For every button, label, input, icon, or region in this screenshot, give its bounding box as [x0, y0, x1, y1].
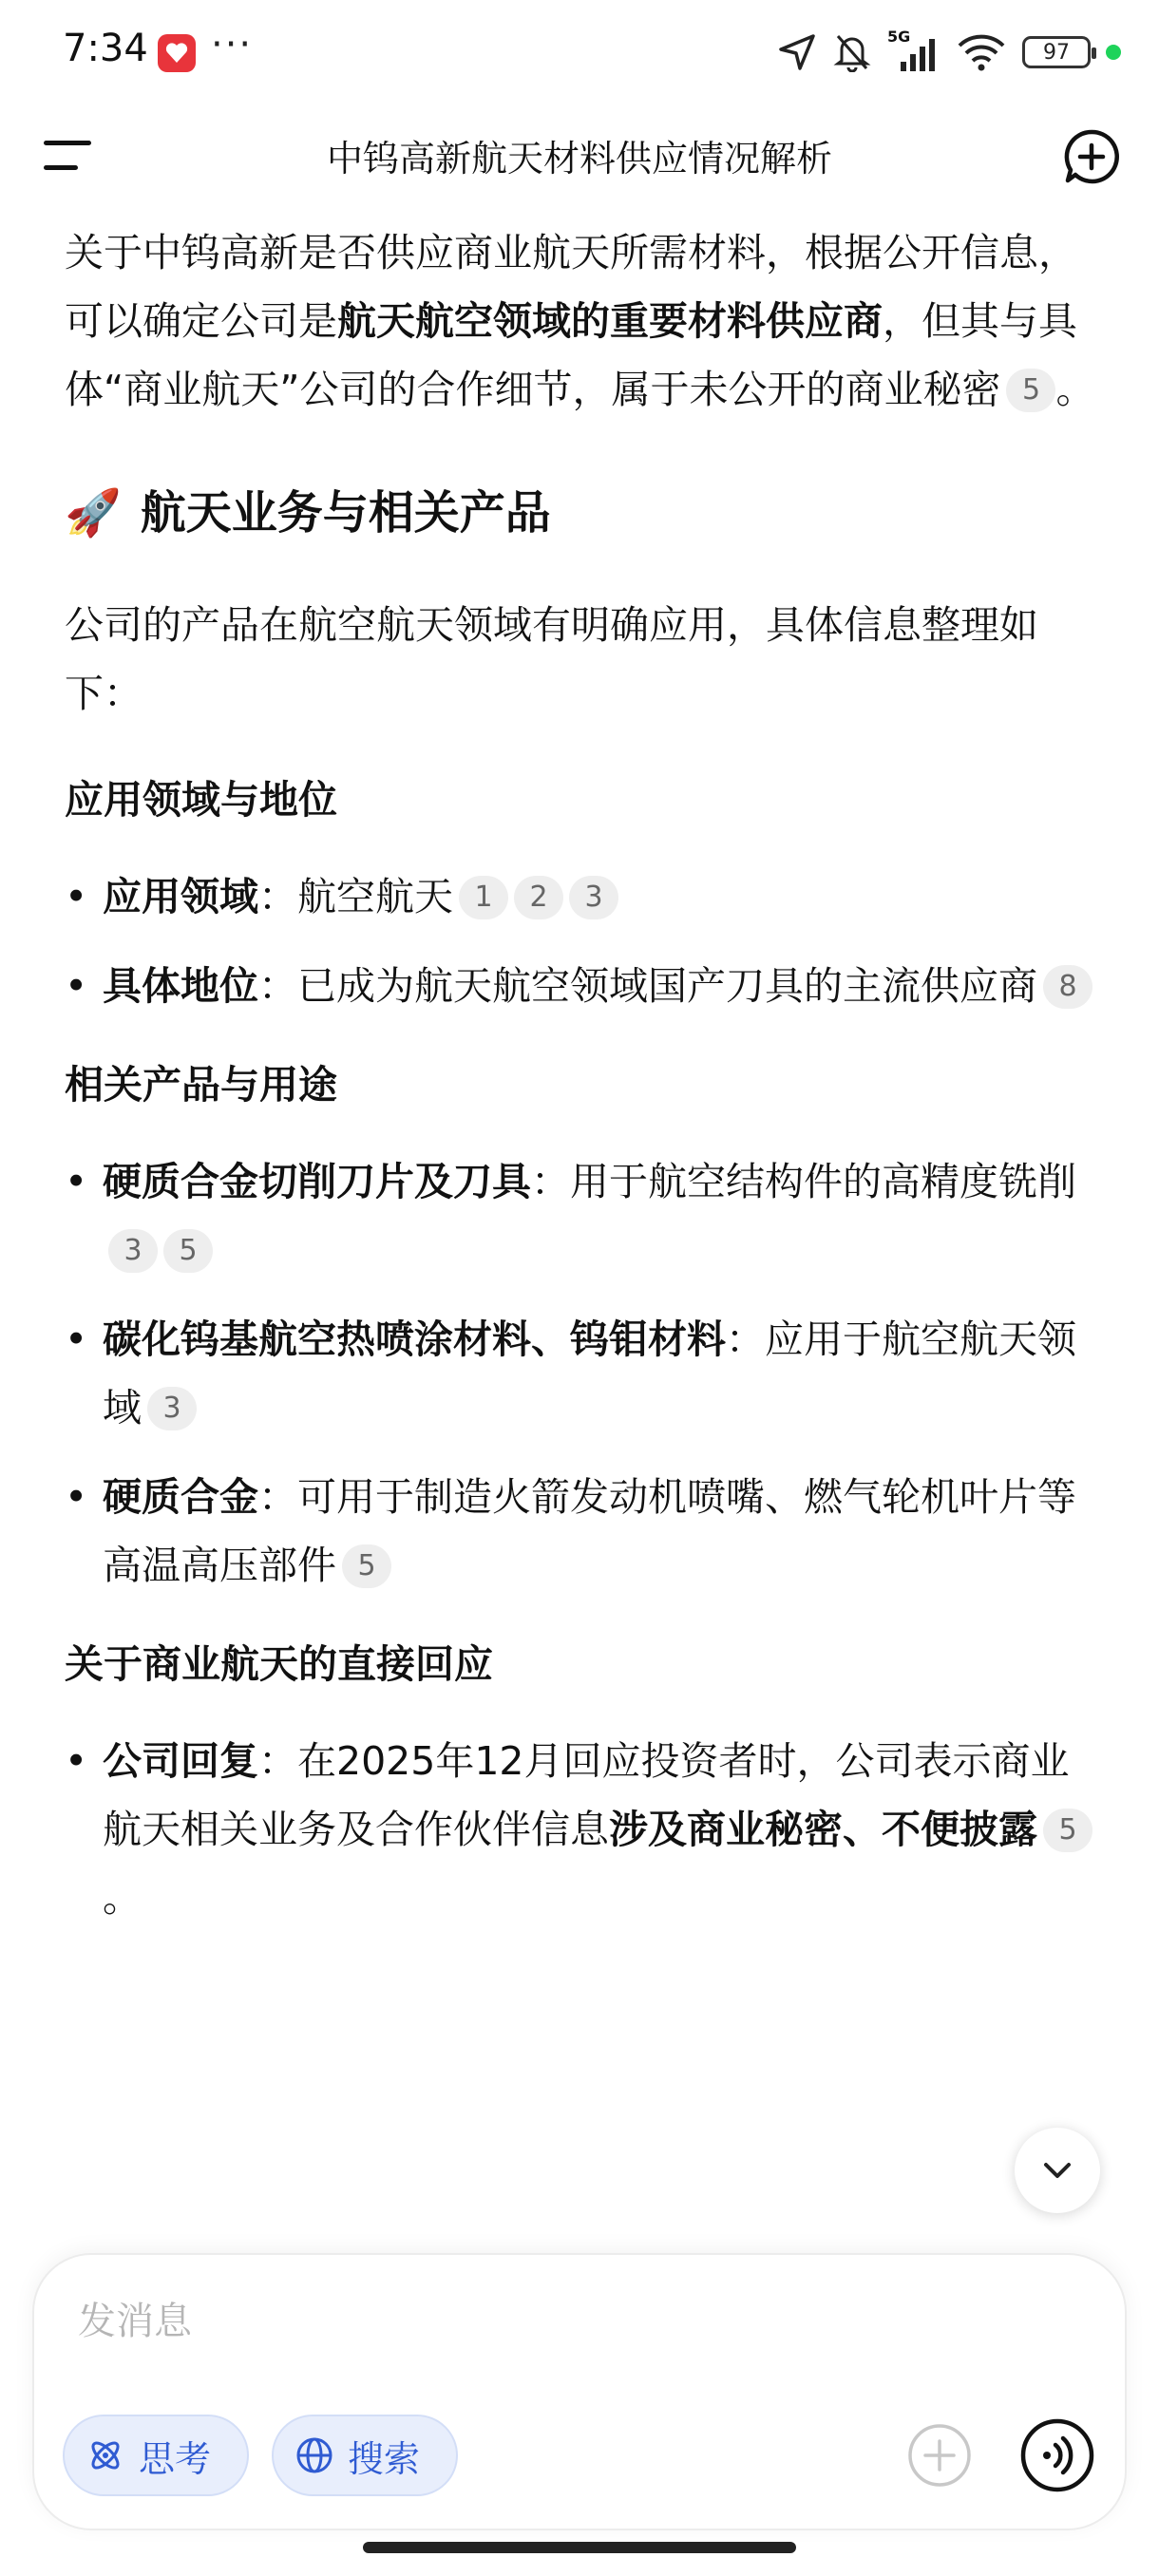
list-item: • 具体地位：已成为航天航空领域国产刀具的主流供应商 8 [65, 952, 1100, 1020]
message-content [65, 218, 1100, 1953]
chevron-down-icon [1038, 2151, 1076, 2189]
search-label: 搜索 [348, 2437, 421, 2480]
commercial-list [65, 1727, 1100, 1932]
citation-badge[interactable]: 5 [1006, 369, 1055, 412]
atom-icon [86, 2435, 125, 2475]
attach-button[interactable] [906, 2422, 973, 2489]
citation-badge[interactable]: 8 [1043, 965, 1092, 1009]
application-list [65, 862, 1100, 1020]
think-toggle-button[interactable] [63, 2415, 249, 2496]
citation-badge[interactable]: 5 [163, 1229, 213, 1273]
section-lead: 公司的产品在航空航天领域有明确应用，具体信息整理如下： [65, 602, 1038, 716]
citation-badge[interactable]: 5 [1043, 1809, 1092, 1852]
more-notifications-icon: ··· [211, 23, 254, 66]
list-item: • 公司回复：在2025年12月回应投资者时，公司表示商业航天相关业务及合作伙伴信息涉及商业秘密、不便披露 5。 [65, 1727, 1100, 1932]
new-chat-icon [1062, 127, 1121, 186]
subheading-commercial: 关于商业航天的直接回应 [65, 1641, 493, 1687]
citation-badge[interactable]: 2 [514, 876, 563, 919]
citation-badge[interactable]: 5 [342, 1544, 391, 1588]
search-toggle-button[interactable] [272, 2415, 458, 2496]
products-list [65, 1147, 1100, 1600]
status-icons [777, 28, 1121, 76]
think-label: 思考 [139, 2437, 212, 2480]
voice-wave-icon [1018, 2416, 1096, 2494]
list-item: • 硬质合金：可用于制造火箭发动机喷嘴、燃气轮机叶片等高温高压部件 5 [65, 1463, 1100, 1600]
list-item: • 应用领域：航空航天 1 2 3 [65, 862, 1100, 931]
plus-circle-icon [906, 2422, 973, 2489]
list-item: • 硬质合金切削刀片及刀具：用于航空结构件的高精度铣削3 5 [65, 1147, 1100, 1284]
section-heading: 🚀 航天业务与相关产品 [65, 479, 1100, 547]
scroll-to-bottom-button[interactable] [1015, 2128, 1100, 2213]
status-time: 7:34 [63, 27, 148, 70]
cellular-signal-icon [887, 28, 940, 73]
rocket-icon: 🚀 [65, 486, 122, 540]
conversation-title[interactable]: 中钨高新航天材料供应情况解析 [326, 138, 832, 180]
citation-badge[interactable]: 3 [108, 1229, 158, 1273]
subheading-application: 应用领域与地位 [65, 777, 337, 823]
app-notification-icon [158, 34, 196, 72]
status-bar [0, 0, 1159, 104]
citation-badge[interactable]: 1 [459, 876, 508, 919]
globe-icon [294, 2435, 334, 2475]
voice-call-button[interactable] [1018, 2416, 1096, 2494]
chat-header [0, 104, 1159, 209]
network-type: 5G [887, 28, 911, 46]
wifi-icon [956, 32, 1007, 72]
message-composer [34, 2255, 1125, 2529]
home-indicator[interactable] [363, 2542, 796, 2553]
mute-bell-icon [832, 32, 872, 72]
privacy-indicator-dot [1106, 45, 1121, 60]
battery-indicator: 97 [1022, 36, 1091, 68]
intro-paragraph: 关于中钨高新是否供应商业航天所需材料，根据公开信息，可以确定公司是航天航空领域的重要材料供应商，但其与具体“商业航天”公司的合作细节，属于未公开的商业秘密 5 。 [65, 230, 1095, 412]
location-icon [777, 32, 817, 72]
citation-badge[interactable]: 3 [569, 876, 618, 919]
new-chat-button[interactable] [1062, 127, 1121, 186]
subheading-products: 相关产品与用途 [65, 1062, 337, 1108]
message-input[interactable] [78, 2293, 933, 2350]
list-item: • 碳化钨基航空热喷涂材料、钨钼材料：应用于航空航天领域 3 [65, 1305, 1100, 1442]
citation-badge[interactable]: 3 [147, 1387, 197, 1430]
